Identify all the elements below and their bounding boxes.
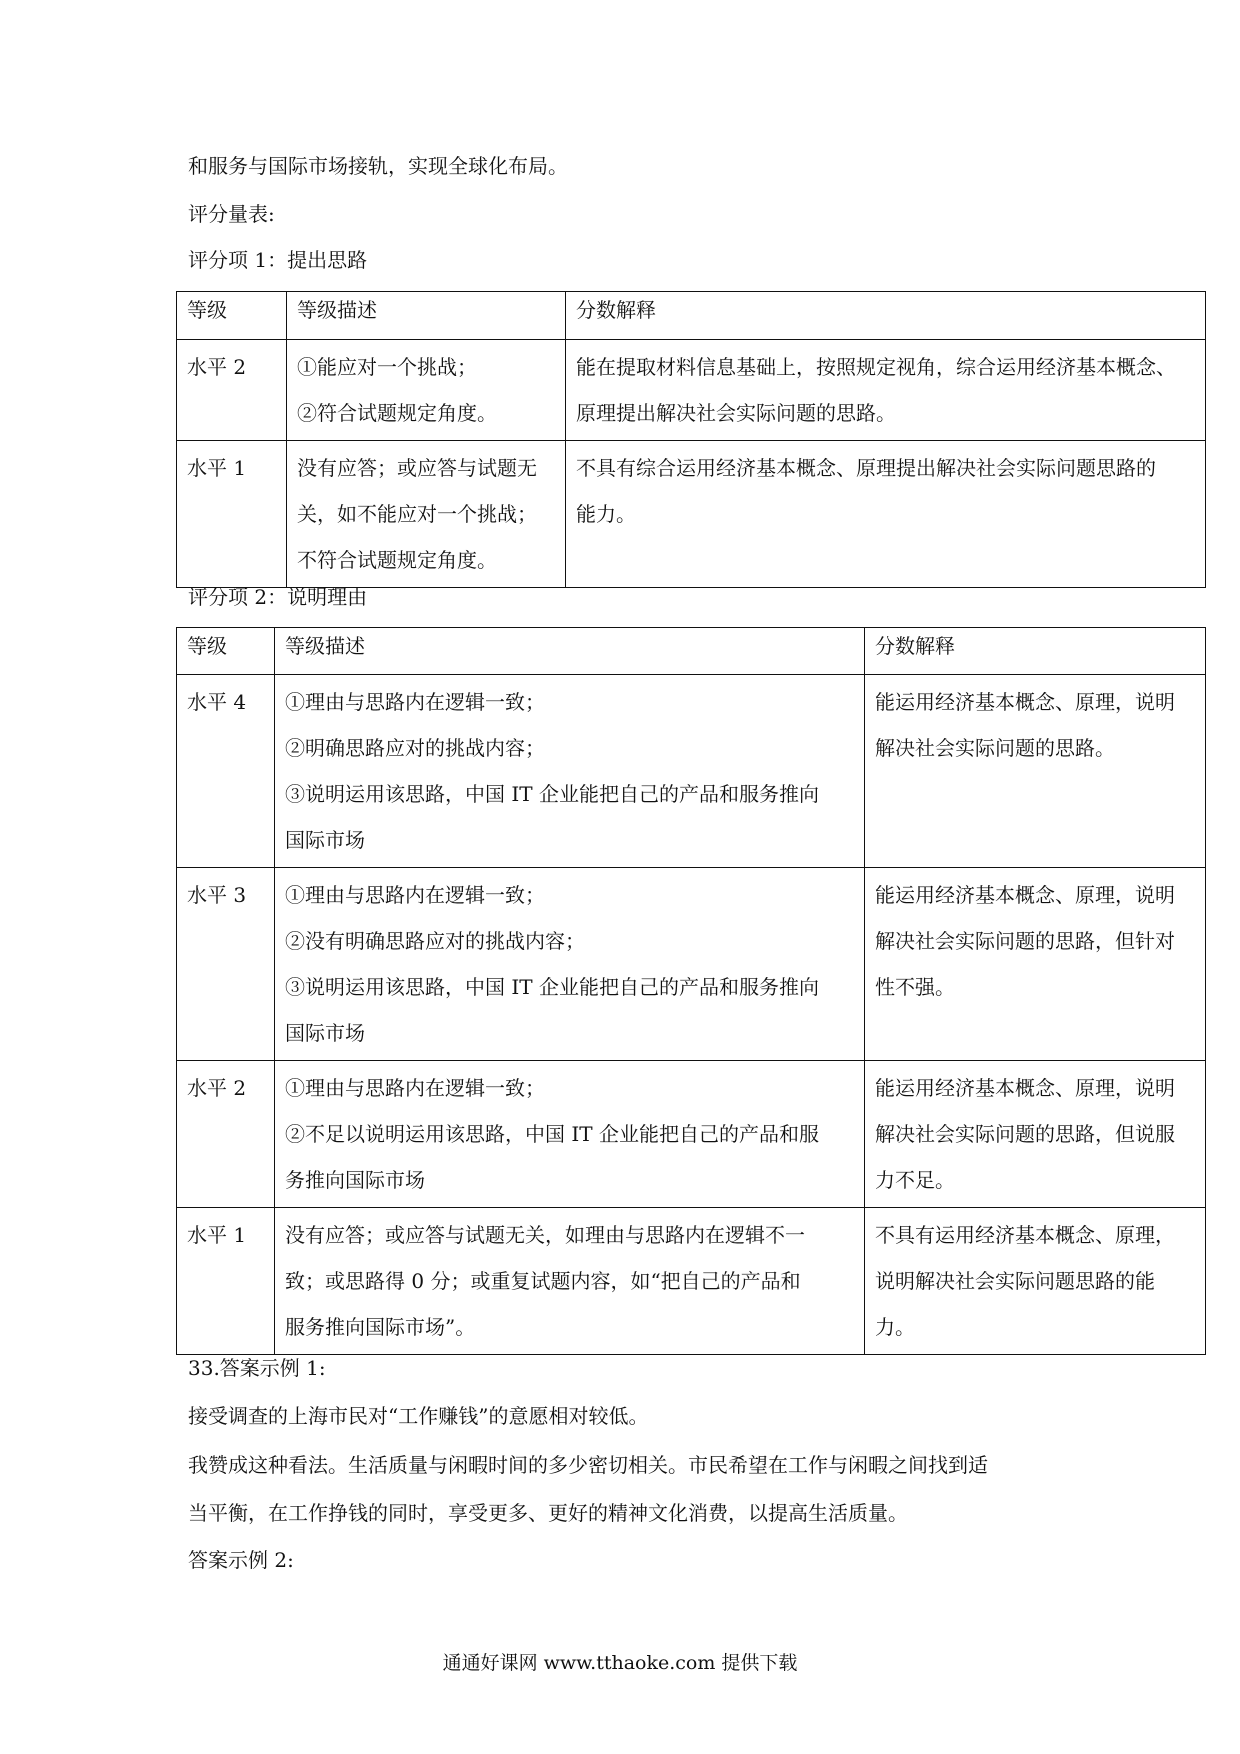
explanation-line: 解决社会实际问题的思路，但说服 xyxy=(875,1122,1175,1146)
answer-example-2-title: 答案示例 2: xyxy=(188,1548,294,1572)
table-row xyxy=(177,675,1206,868)
description-line: ②符合试题规定角度。 xyxy=(297,401,497,425)
explanation-line: 不具有综合运用经济基本概念、原理提出解决社会实际问题思路的 xyxy=(576,456,1156,480)
description-line: 不符合试题规定角度。 xyxy=(297,548,497,572)
description-line: ②不足以说明运用该思路，中国 IT 企业能把自己的产品和服 xyxy=(285,1122,819,1146)
page-footer: 通通好课网 www.tthaoke.com 提供下载 xyxy=(442,1652,798,1674)
rubric-table-1 xyxy=(176,291,1206,588)
explanation-line: 解决社会实际问题的思路，但针对 xyxy=(875,929,1175,953)
answer-example-1-line: 当平衡，在工作挣钱的同时，享受更多、更好的精神文化消费，以提高生活质量。 xyxy=(188,1501,908,1525)
explanation-line: 说明解决社会实际问题思路的能 xyxy=(875,1269,1155,1293)
table-row xyxy=(177,441,1206,588)
level-cell: 水平 3 xyxy=(177,868,275,1061)
rubric-title: 评分量表: xyxy=(188,202,275,226)
explanation-line: 原理提出解决社会实际问题的思路。 xyxy=(576,401,896,425)
level-cell: 水平 1 xyxy=(177,1208,275,1355)
level-cell: 水平 2 xyxy=(177,340,287,441)
description-cell xyxy=(275,1061,865,1208)
description-line: 国际市场 xyxy=(285,1021,365,1045)
level-cell: 水平 1 xyxy=(177,441,287,588)
rubric-table-2 xyxy=(176,627,1206,1355)
description-line: 没有应答；或应答与试题无 xyxy=(297,456,537,480)
description-cell xyxy=(275,1208,865,1355)
description-line: ③说明运用该思路，中国 IT 企业能把自己的产品和服务推向 xyxy=(285,782,819,806)
header-description: 等级描述 xyxy=(287,292,566,340)
description-line: 国际市场 xyxy=(285,828,365,852)
explanation-line: 性不强。 xyxy=(875,975,955,999)
answer-example-1-line: 接受调查的上海市民对“工作赚钱”的意愿相对较低。 xyxy=(188,1404,649,1428)
explanation-line: 不具有运用经济基本概念、原理， xyxy=(875,1223,1175,1247)
header-explanation: 分数解释 xyxy=(865,628,1206,675)
header-level: 等级 xyxy=(177,292,287,340)
table-row xyxy=(177,1061,1206,1208)
explanation-cell xyxy=(865,675,1206,868)
explanation-line: 能运用经济基本概念、原理，说明 xyxy=(875,690,1175,714)
explanation-cell xyxy=(865,1208,1206,1355)
description-cell xyxy=(287,340,566,441)
description-line: ②没有明确思路应对的挑战内容； xyxy=(285,929,585,953)
header-level: 等级 xyxy=(177,628,275,675)
description-line: 服务推向国际市场”。 xyxy=(285,1315,476,1339)
explanation-cell xyxy=(566,340,1206,441)
description-cell xyxy=(275,675,865,868)
description-cell xyxy=(287,441,566,588)
level-cell: 水平 4 xyxy=(177,675,275,868)
description-line: ①理由与思路内在逻辑一致； xyxy=(285,1076,545,1100)
description-line: ①理由与思路内在逻辑一致； xyxy=(285,690,545,714)
header-description: 等级描述 xyxy=(275,628,865,675)
scoring-item-1-title: 评分项 1：提出思路 xyxy=(188,248,368,272)
description-line: 没有应答；或应答与试题无关，如理由与思路内在逻辑不一 xyxy=(285,1223,805,1247)
explanation-line: 能运用经济基本概念、原理，说明 xyxy=(875,883,1175,907)
description-line: ③说明运用该思路，中国 IT 企业能把自己的产品和服务推向 xyxy=(285,975,819,999)
explanation-line: 能力。 xyxy=(576,502,636,526)
description-line: 务推向国际市场 xyxy=(285,1168,425,1192)
description-line: ①理由与思路内在逻辑一致； xyxy=(285,883,545,907)
description-line: ①能应对一个挑战； xyxy=(297,355,477,379)
explanation-line: 能运用经济基本概念、原理，说明 xyxy=(875,1076,1175,1100)
table-row xyxy=(177,340,1206,441)
explanation-line: 力。 xyxy=(875,1315,915,1339)
table-row xyxy=(177,1208,1206,1355)
explanation-cell xyxy=(865,868,1206,1061)
explanation-line: 力不足。 xyxy=(875,1168,955,1192)
description-line: 致；或思路得 0 分；或重复试题内容，如“把自己的产品和 xyxy=(285,1269,801,1293)
table-header-row xyxy=(177,628,1206,675)
description-cell xyxy=(275,868,865,1061)
scoring-item-2-title: 评分项 2：说明理由 xyxy=(188,585,368,609)
answer-example-1-line: 我赞成这种看法。生活质量与闲暇时间的多少密切相关。市民希望在工作与闲暇之间找到适 xyxy=(188,1453,988,1477)
description-line: 关，如不能应对一个挑战； xyxy=(297,502,537,526)
level-cell: 水平 2 xyxy=(177,1061,275,1208)
header-explanation: 分数解释 xyxy=(566,292,1206,340)
description-line: ②明确思路应对的挑战内容； xyxy=(285,736,545,760)
answer-example-1-title: 33.答案示例 1: xyxy=(188,1356,326,1380)
table-header-row xyxy=(177,292,1206,340)
table-row xyxy=(177,868,1206,1061)
explanation-line: 能在提取材料信息基础上，按照规定视角，综合运用经济基本概念、 xyxy=(576,355,1176,379)
intro-continuation-line: 和服务与国际市场接轨，实现全球化布局。 xyxy=(188,154,568,178)
explanation-cell xyxy=(865,1061,1206,1208)
explanation-cell xyxy=(566,441,1206,588)
explanation-line: 解决社会实际问题的思路。 xyxy=(875,736,1115,760)
